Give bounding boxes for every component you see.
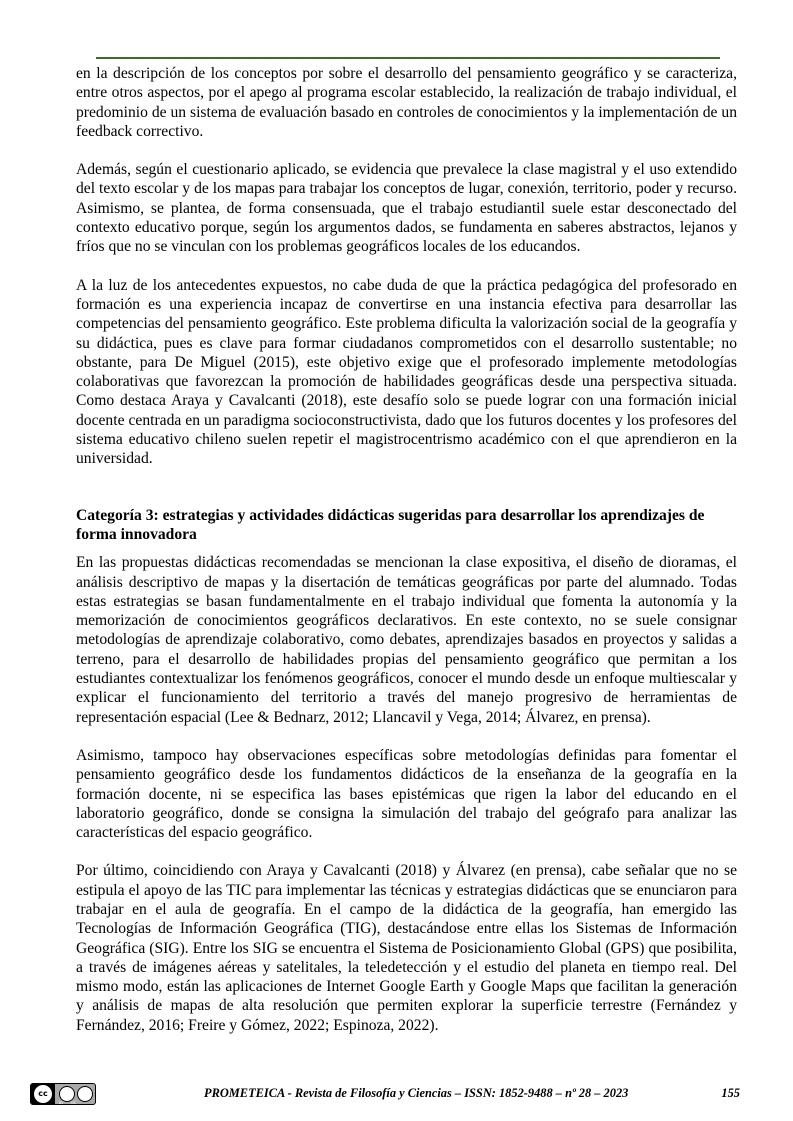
paragraph-5: Asimismo, tampoco hay observaciones específicas sobre metodologías definidas para fomentar el pensamiento geográfico desde los fundamentos didácticos de la enseñanza de la geografía en la formación docente, ni se especifica las bases epistémicas que rigen la labor del educando en el laboratorio geográfico, donde se consigna la simulación del trabajo del geógrafo para analizar las características del espacio geográfico. <box>76 746 737 842</box>
page-body <box>76 64 737 1035</box>
paragraph-1: en la descripción de los conceptos por sobre el desarrollo del pensamiento geográfico y se caracteriza, entre otros aspectos, por el apego al programa escolar establecido, la realización de trabajo individual, el predominio de un sistema de evaluación basado en controles de conocimientos y la implementación de un feedback correctivo. <box>76 65 737 140</box>
cc-license-badge[interactable] <box>30 1083 96 1105</box>
paragraph-4: En las propuestas didácticas recomendadas se mencionan la clase expositiva, el diseño de dioramas, el análisis descriptivo de mapas y la disertación de temáticas geográficas por parte del alumnado. Todas estas estrategias se basan fundamentalmente en el trabajo individual que fomenta la autonomía y la memorización de conocimientos geográficos declarativos. En este contexto, no se suele consignar metodologías de aprendizaje colaborativo, como debates, aprendizajes basados en proyectos y salidas a terreno, para el desarrollo de habilidades propias del pensamiento geográfico que permitan a los estudiantes contextualizar los fenómenos geográficos, conocer el mundo desde un enfoque multiescalar y explicar el funcionamiento del territorio a través del manejo progresivo de herramientas de representación espacial (Lee & Bednarz, 2012; Llancavil y Vega, 2014; Álvarez, en prensa). <box>76 554 737 726</box>
attribution-icon <box>59 1086 75 1102</box>
paragraph-6: Por último, coincidiendo con Araya y Cavalcanti (2018) y Álvarez (en prensa), cabe señalar que no se estipula el apoyo de las TIC para implementar las técnicas y estrategias didácticas que se enunciaron para trabajar en el aula de geografía. En el campo de la didáctica de la geografía, han emergido las Tecnologías de Información Geográfica (TIG), destacándose entre ellas los Sistemas de Información Geográfica (SIG). Entre los SIG se encuentra el Sistema de Posicionamiento Global (GPS) que posibilita, a través de imágenes aéreas y satelitales, la teledetección y el estudio del planeta en tiempo real. Del mismo modo, están las aplicaciones de Internet Google Earth y Google Maps que facilitan la generación y análisis de mapas de alta resolución que permiten explorar la superficie terrestre (Fernández y Fernández, 2016; Freire y Gómez, 2022; Espinoza, 2022). <box>76 862 737 1034</box>
license-labels: BY NC <box>59 1101 77 1105</box>
section-heading: Categoría 3: estrategias y actividades didácticas sugeridas para desarrollar los aprendizajes de forma innovadora <box>76 506 705 543</box>
non-commercial-icon <box>77 1086 93 1102</box>
header-rule <box>96 57 720 59</box>
journal-citation: PROMETEICA - Revista de Filosofía y Ciencias – ISSN: 1852-9488 – nº 28 – 2023 <box>204 1086 629 1100</box>
creative-commons-icon: cc <box>34 1085 52 1103</box>
page-number: 155 <box>721 1086 740 1100</box>
paragraph-3: A la luz de los antecedentes expuestos, no cabe duda de que la práctica pedagógica del profesorado en formación es una experiencia incapaz de convertirse en una instancia efectiva para desarrollar las competencias del pensamiento geográfico. Este problema dificulta la valorización social de la geografía y su didáctica, pues es clave para formar ciudadanos comprometidos con el desarrollo sustentable; no obstante, para De Miguel (2015), este objetivo exige que el profesorado implemente metodologías colaborativas que favorezcan la promoción de habilidades geográficas desde una perspectiva situada. Como destaca Araya y Cavalcanti (2018), este desafío solo se puede lograr con una formación inicial docente centrada en un paradigma socioconstructivista, dado que los futuros docentes y los profesores del sistema educativo chileno suelen repetir el magistrocentrismo académico con el que aprendieron en la universidad. <box>76 276 737 468</box>
page-footer <box>30 1083 740 1105</box>
paragraph-2: Además, según el cuestionario aplicado, se evidencia que prevalece la clase magistral y el uso extendido del texto escolar y de los mapas para trabajar los conceptos de lugar, conexión, territorio, poder y recurso. Asimismo, se plantea, de forma consensuada, que el trabajo estudiantil suele estar desconectado del contexto educativo porque, según los argumentos dados, se fundamenta en saberes abstractos, lejanos y fríos que no se vinculan con los problemas geográficos locales de los educandos. <box>76 161 737 256</box>
